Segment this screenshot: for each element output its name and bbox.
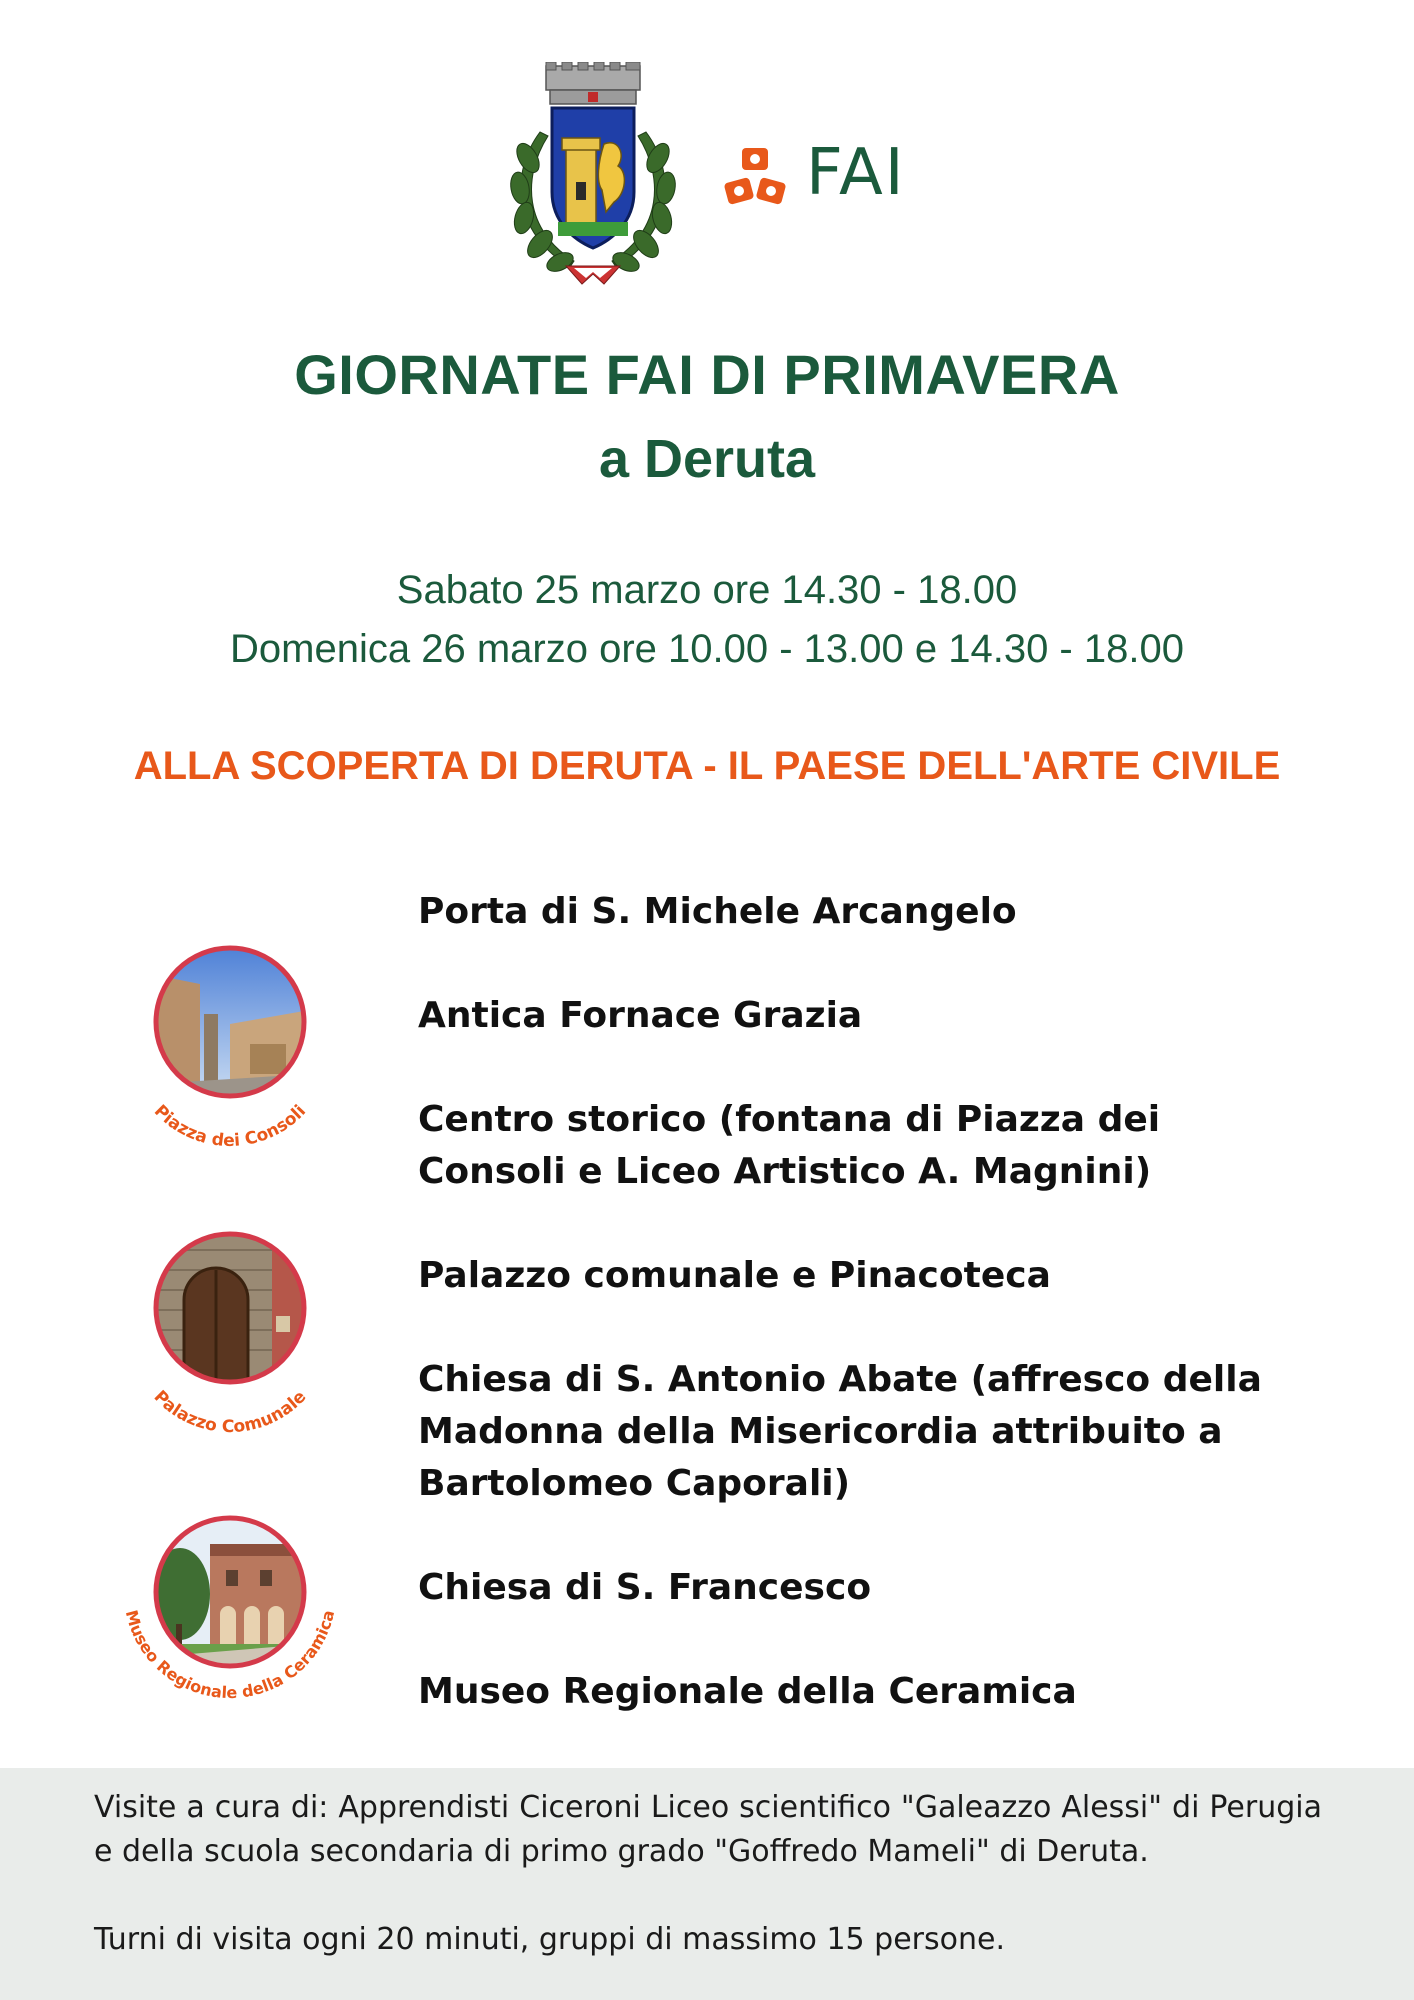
fai-logo <box>722 136 912 220</box>
badge-museo-regionale-della-ceramica <box>100 1484 360 1744</box>
footer-panel <box>0 1768 1414 2000</box>
place-item: Antica Fornace Grazia <box>418 995 863 1036</box>
badge-piazza-dei-consoli <box>100 914 360 1174</box>
badge-label: Piazza dei Consoli <box>150 1101 311 1152</box>
place-item: Porta di S. Michele Arcangelo <box>418 891 1017 932</box>
badge-palazzo-comunale <box>100 1200 360 1460</box>
date-sunday: Domenica 26 marzo ore 10.00 - 13.00 e 14.30 - 18.00 <box>230 627 1184 671</box>
place-item: Chiesa di S. Francesco <box>418 1567 872 1608</box>
place-item: Chiesa di S. Antonio Abate (affresco della Madonna della Misericordia attribuito a Bartolomeo Caporali) <box>418 1359 1262 1504</box>
fai-mark-icon <box>722 144 788 210</box>
places-list <box>418 886 1318 1770</box>
svg-text:Piazza dei Consoli <box>150 1101 310 1151</box>
place-item: Museo Regionale della Ceramica <box>418 1671 1077 1712</box>
footer-visit-shifts: Turni di visita ogni 20 minuti, gruppi di massimo 15 persone. <box>94 1922 1005 1957</box>
fai-wordmark: FAI <box>806 136 906 210</box>
date-saturday: Sabato 25 marzo ore 14.30 - 18.00 <box>396 568 1018 612</box>
badge-label: Palazzo Comunale <box>149 1386 311 1438</box>
event-tagline: ALLA SCOPERTA DI DERUTA - IL PAESE DELL'ARTE CIVILE <box>133 744 1281 788</box>
page-subtitle: a Deruta <box>598 429 816 489</box>
place-item: Palazzo comunale e Pinacoteca <box>418 1255 1051 1296</box>
place-item: Centro storico (fontana di Piazza dei Consoli e Liceo Artistico A. Magnini) <box>418 1099 1161 1192</box>
badge-label: Museo Regionale della Ceramica <box>121 1607 339 1703</box>
svg-text:Palazzo Comunale <box>150 1387 311 1437</box>
deruta-crest-logo <box>500 62 686 294</box>
footer-visits-credit: Visite a cura di: Apprendisti Ciceroni Liceo scientifico "Galeazzo Alessi" di Perugia e della scuola secondaria di primo grado "Goffredo Mameli" di Deruta. <box>94 1790 1322 1869</box>
page-title: GIORNATE FAI DI PRIMAVERA <box>294 343 1120 406</box>
